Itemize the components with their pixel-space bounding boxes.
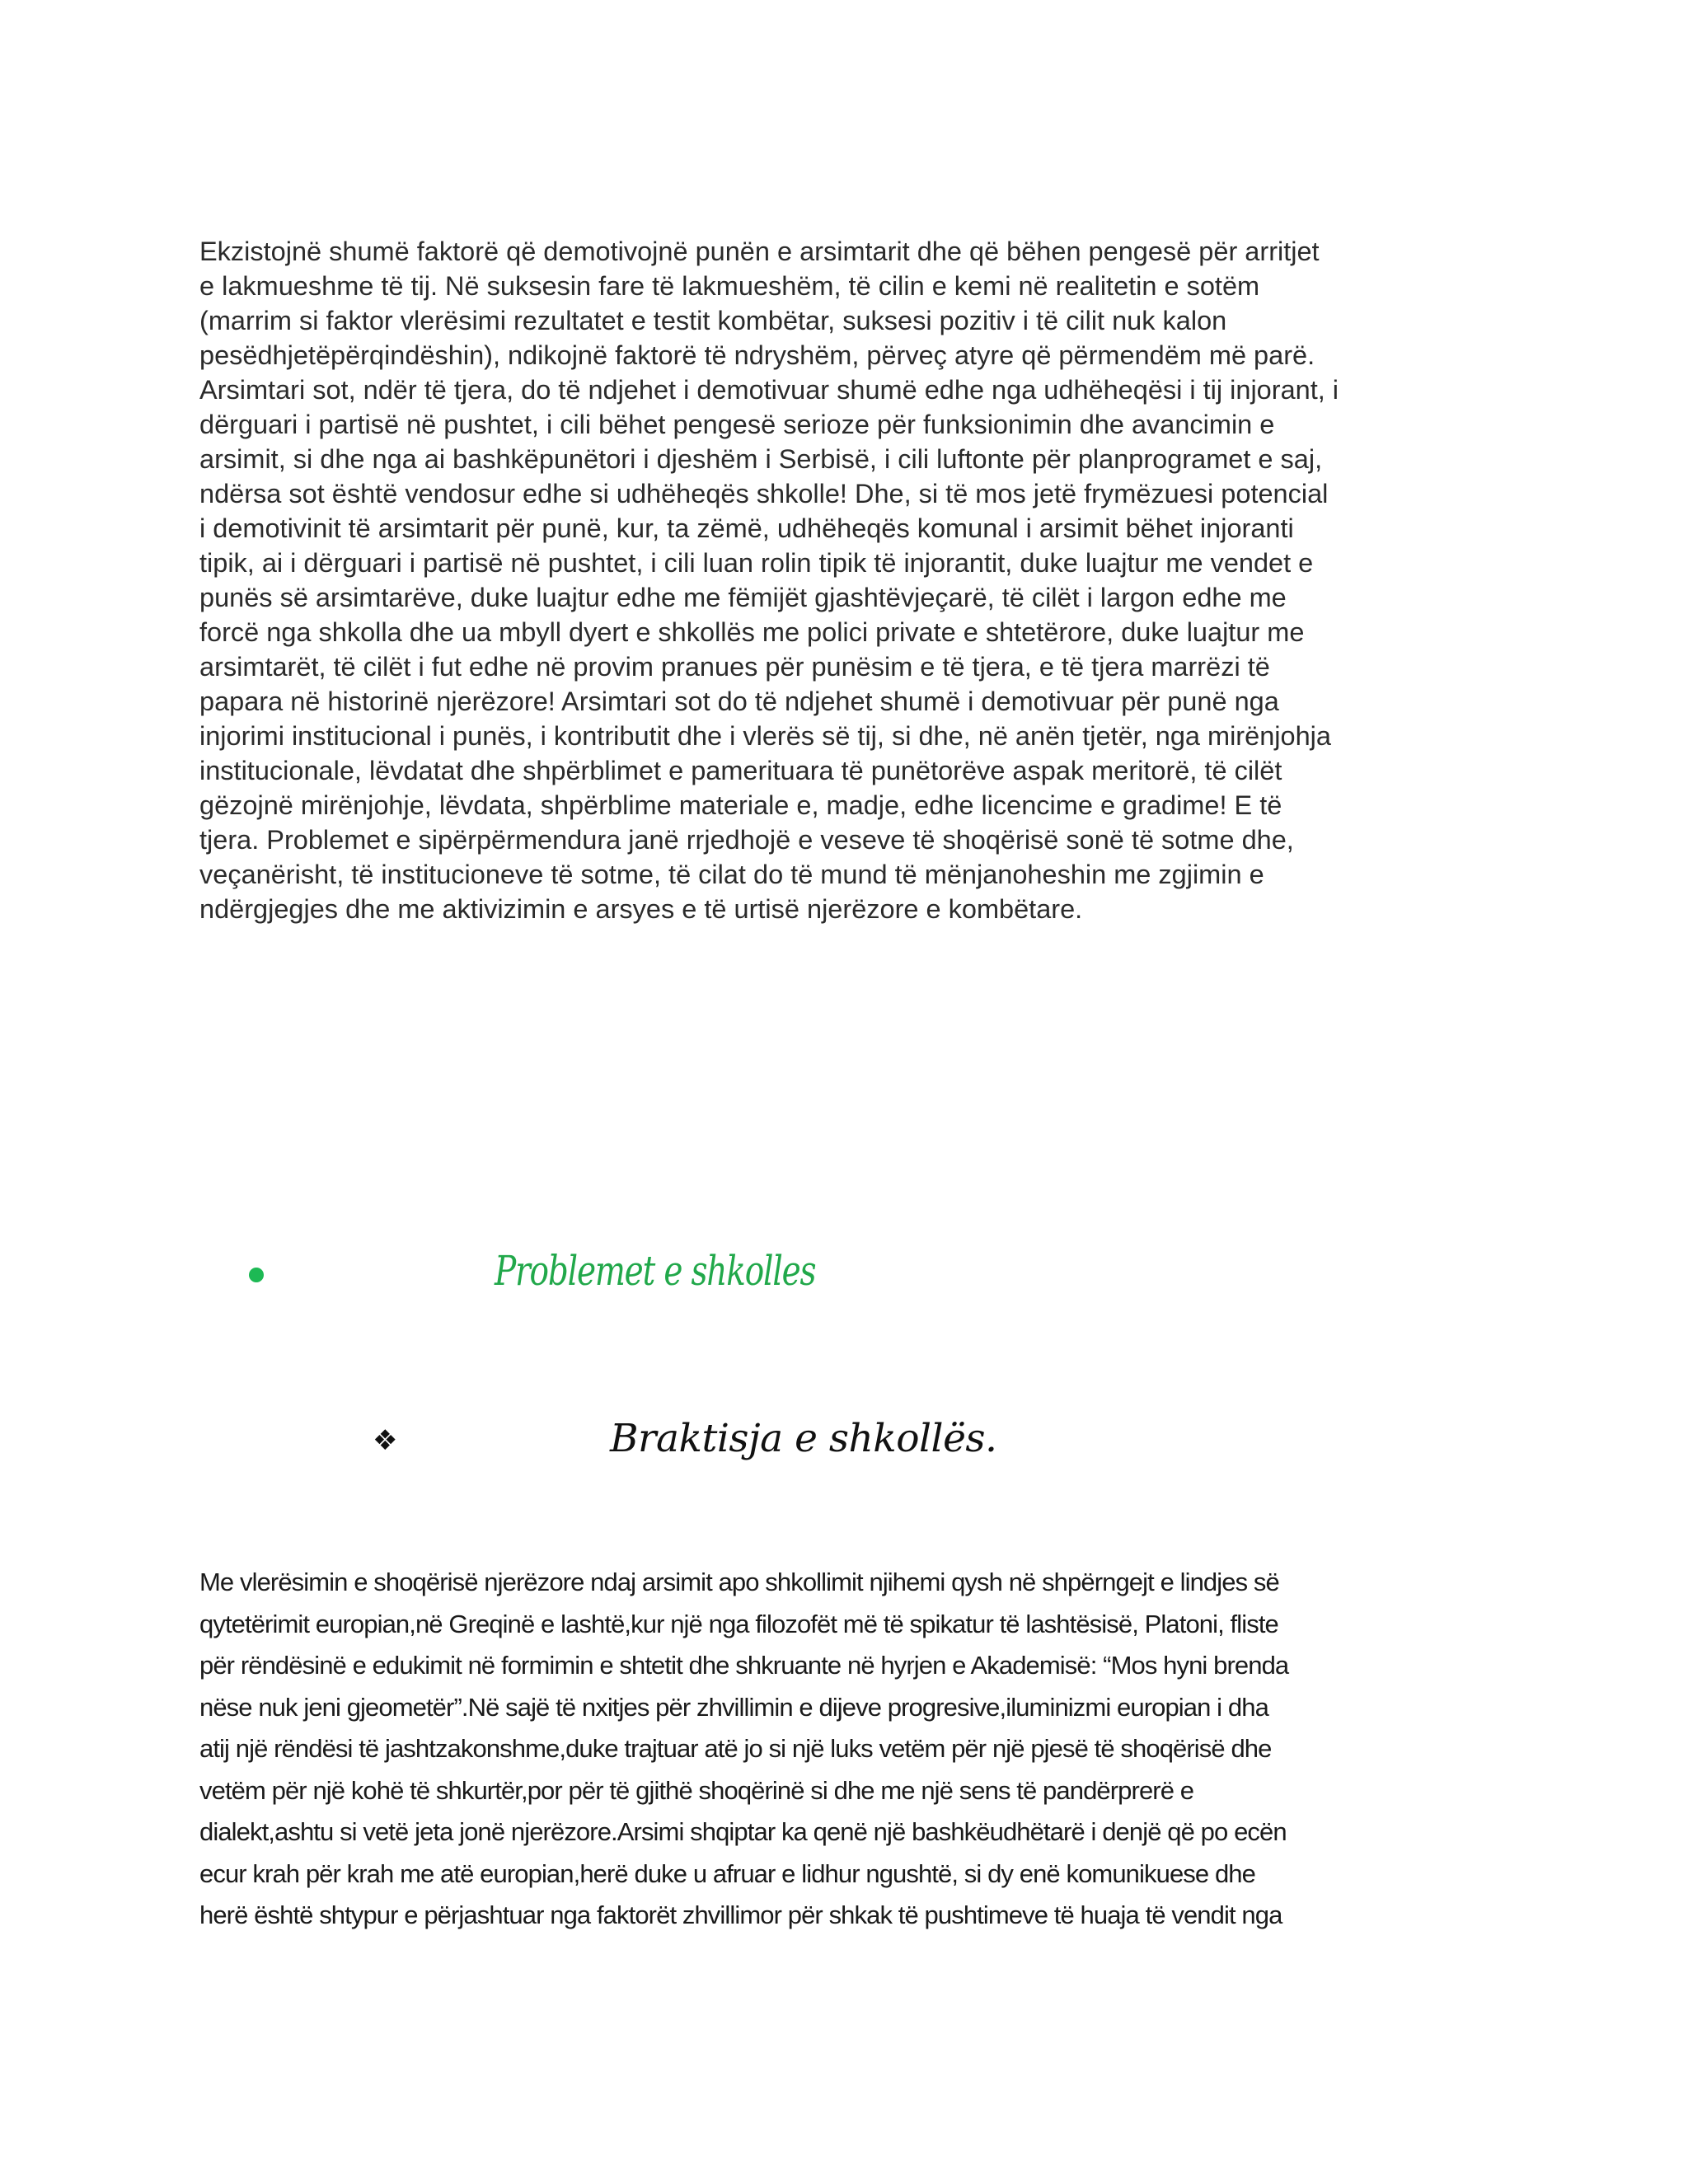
body-paragraph-dropout <box>199 1562 1502 1937</box>
paragraph-line: dialekt,ashtu si vetë jeta jonë njerëzore.Arsimi shqiptar ka qenë një bashkëudhëtarë i denjë që po ecën <box>199 1817 1287 1846</box>
paragraph-line: veçanërisht, të institucioneve të sotme, të cilat do të mund të mënjanoheshin me zgjimin e <box>199 860 1264 889</box>
paragraph-line: ndërgjegjes dhe me aktivizimin e arsyes e të urtisë njerëzore e kombëtare. <box>199 894 1083 924</box>
section-heading: Problemet e shkolles <box>495 1247 816 1295</box>
paragraph-line: Arsimtari sot, ndër të tjera, do të ndjehet i demotivuar shumë edhe nga udhëheqësi i tij injorant, i <box>199 375 1339 405</box>
paragraph-line: ndërsa sot është vendosur edhe si udhëheqës shkolle! Dhe, si të mos jetë frymëzuesi potencial <box>199 479 1329 509</box>
paragraph-line: gëzojnë mirënjohje, lëvdata, shpërblime materiale e, madje, edhe licencime e gradime! E të <box>199 790 1282 820</box>
paragraph-line: papara në historinë njerëzore! Arsimtari sot do të ndjehet shumë i demotivuar për punë nga <box>199 687 1279 716</box>
body-paragraph-demotivation <box>199 234 1502 926</box>
paragraph-line: qytetërimit europian,në Greqinë e lashtë,kur një nga filozofët më të spikatur të lashtësisë, Platoni, fliste <box>199 1609 1278 1638</box>
paragraph-line: atij një rëndësi të jashtzakonshme,duke trajtuar atë jo si një luks vetëm për një pjesë të shoqërisë dhe <box>199 1734 1272 1763</box>
paragraph-line: herë është shtypur e përjashtuar nga faktorët zhvillimor për shkak të pushtimeve të huaja të vendit nga <box>199 1900 1282 1929</box>
paragraph-line: (marrim si faktor vlerësimi rezultatet e testit kombëtar, suksesi pozitiv i të cilit nuk kalon <box>199 306 1227 335</box>
paragraph-line: Ekzistojnë shumë faktorë që demotivojnë punën e arsimtarit dhe që bëhen pengesë për arritjet <box>199 237 1320 266</box>
paragraph-line: i demotivinit të arsimtarit për punë, kur, ta zëmë, udhëheqës komunal i arsimit bëhet injoranti <box>199 513 1294 543</box>
paragraph-line: ecur krah për krah me atë europian,herë duke u afruar e lidhur ngushtë, si dy enë komunikuese dhe <box>199 1858 1255 1888</box>
paragraph-line: tjera. Problemet e sipërpërmendura janë rrjedhojë e veseve të shoqërisë sonë të sotme dhe, <box>199 825 1294 855</box>
paragraph-line: forcë nga shkolla dhe ua mbyll dyert e shkollës me polici private e shtetërore, duke luajtur me <box>199 617 1305 647</box>
paragraph-line: Me vlerësimin e shoqërisë njerëzore ndaj arsimit apo shkollimit njihemi qysh në shpërngejt e lindjes së <box>199 1568 1279 1596</box>
paragraph-line: injorimi institucional i punës, i kontributit dhe i vlerës së tij, si dhe, në anën tjetër, nga mirënjohja <box>199 721 1331 751</box>
paragraph-line: punës së arsimtarëve, duke luajtur edhe me fëmijët gjashtëvjeçarë, të cilët i largon edhe me <box>199 583 1287 612</box>
paragraph-line: nëse nuk jeni gjeometër”.Në sajë të nxitjes për zhvillimin e dijeve progresive,iluminizmi europian i dha <box>199 1692 1268 1722</box>
paragraph-line: arsimit, si dhe nga ai bashkëpunëtori i djeshëm i Serbisë, i cili luftonte për planprogramet e saj, <box>199 444 1323 474</box>
paragraph-line: tipik, ai i dërguari i partisë në pushtet, i cili luan rolin tipik të injorantit, duke luajtur me vendet e <box>199 548 1314 578</box>
paragraph-line: e lakmueshme të tij. Në suksesin fare të lakmueshëm, të cilin e kemi në realitetin e sotëm <box>199 271 1260 301</box>
diamond-flower-bullet-icon: ❖ <box>373 1424 398 1457</box>
paragraph-line: për rëndësinë e edukimit në formimin e shtetit dhe shkruante në hyrjen e Akademisë: “Mos hyni brenda <box>199 1651 1289 1680</box>
paragraph-line: vetëm për një kohë të shkurtër,por për të gjithë shoqërinë si dhe me një sens të pandërprerë e <box>199 1775 1194 1805</box>
paragraph-line: dërguari i partisë në pushtet, i cili bëhet pengesë serioze për funksionimin dhe avancimin e <box>199 410 1275 439</box>
paragraph-line: pesëdhjetëpërqindëshin), ndikojnë faktorë të ndryshëm, përveç atyre që përmendëm më parë. <box>199 340 1315 370</box>
green-bullet-icon <box>249 1268 264 1282</box>
subsection-heading: Braktisja e shkollës. <box>610 1416 997 1461</box>
paragraph-line: arsimtarët, të cilët i fut edhe në provim pranues për punësim e të tjera, e të tjera marrëzi të <box>199 652 1270 682</box>
paragraph-line: institucionale, lëvdatat dhe shpërblimet e pamerituara të punëtorëve aspak meritorë, të cilët <box>199 756 1282 785</box>
